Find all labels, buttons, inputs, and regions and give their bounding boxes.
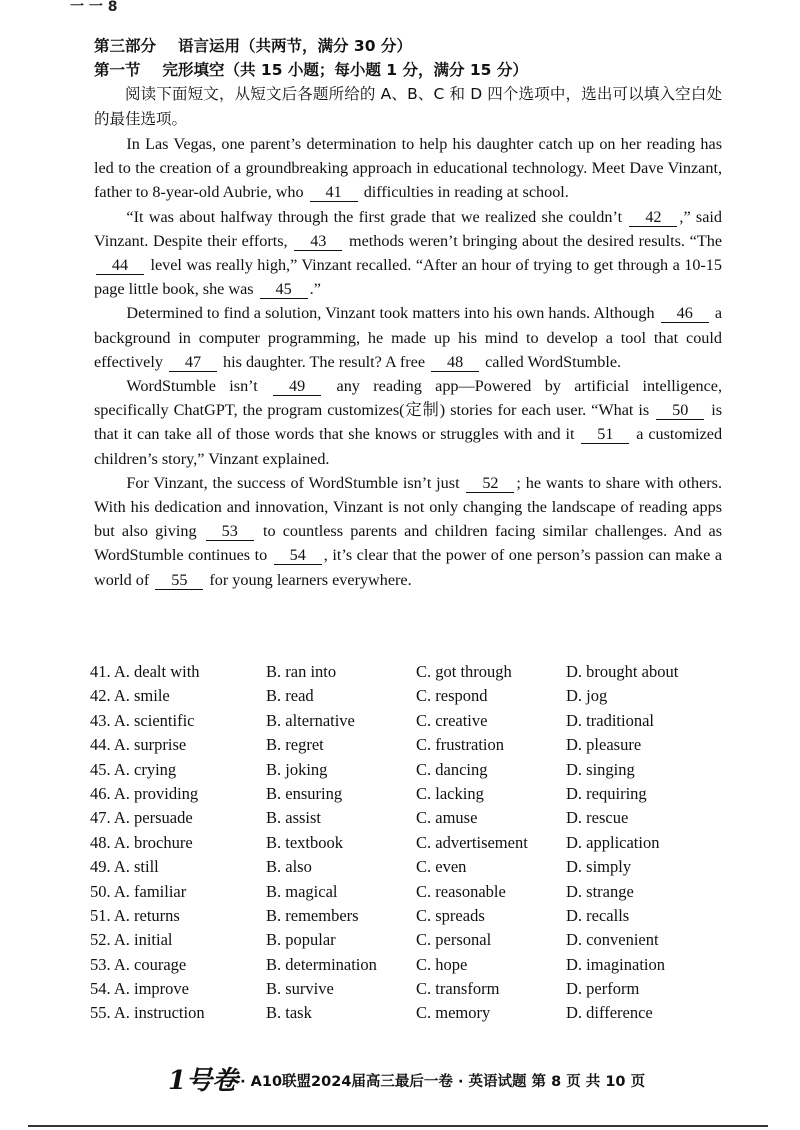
option-d: D. strange — [566, 881, 634, 901]
option-a: 52. A. initial — [90, 930, 173, 950]
option-b: B. textbook — [266, 832, 343, 852]
passage-text: ,” said Vinzant. Despite their efforts, — [94, 207, 723, 250]
option-a: 41. A. dealt with — [90, 662, 200, 681]
blank-50: 50 — [656, 401, 704, 420]
option-row — [90, 709, 730, 733]
option-c: C. dancing — [416, 759, 488, 779]
section-title: 语言运用（共两节，满分 30 分） — [178, 37, 412, 55]
option-row — [90, 758, 730, 782]
option-c: C. transform — [416, 979, 500, 999]
subsection-title: 完形填空（共 15 小题；每小题 1 分，满分 15 分） — [162, 61, 528, 79]
option-b: B. regret — [266, 735, 324, 755]
option-d: D. difference — [566, 1003, 653, 1023]
option-a: 44. A. surprise — [90, 735, 187, 755]
blank-49: 49 — [273, 377, 321, 396]
option-a: 46. A. providing — [90, 783, 199, 803]
passage-text: In Las Vegas, one parent’s determination to help his daughter catch up on her reading has led to the creation of a groundbreaking approach in educational technology. Meet Dave Vinzant, father to 8-year-old Aubrie, who — [94, 135, 722, 202]
option-row — [90, 1001, 730, 1025]
blank-42: 42 — [629, 208, 677, 227]
exam-logo: 1号卷 — [168, 1066, 239, 1096]
option-d: D. pleasure — [566, 735, 642, 755]
option-c: C. even — [416, 857, 467, 877]
blank-43: 43 — [294, 232, 342, 251]
option-d: D. imagination — [566, 954, 665, 974]
passage-text: difficulties in reading at school. — [363, 183, 569, 202]
option-b: B. magical — [266, 881, 338, 901]
option-c: C. amuse — [416, 808, 478, 828]
option-a: 51. A. returns — [90, 905, 180, 925]
blank-55: 55 — [155, 571, 203, 590]
passage-text: WordStumble isn’t — [126, 377, 258, 396]
instructions: 阅读下面短文，从短文后各题所给的 A、B、C 和 D 四个选项中，选出可以填入空白处的最佳选项。 — [94, 85, 722, 128]
section-header — [94, 34, 722, 58]
option-a: 45. A. crying — [90, 759, 177, 779]
passage-text: Determined to find a solution, Vinzant took matters into his own hands. Although — [126, 304, 655, 323]
option-a: 48. A. brochure — [90, 832, 193, 852]
page-top-mark: 一 一 8 — [70, 0, 118, 15]
option-row — [90, 660, 730, 684]
passage-text: a background in computer programming, he made up his mind to develop a tool that could effectively — [94, 304, 722, 371]
passage-paragraph-1 — [94, 132, 722, 205]
option-a: 55. A. instruction — [90, 1003, 205, 1023]
option-d: D. brought about — [566, 662, 679, 681]
option-row — [90, 733, 730, 757]
passage-text: , it’s clear that the power of one person’s passion can make a world of — [94, 546, 723, 589]
footer-text: · A10联盟2024届高三最后一卷 · 英语试题 第 8 页 共 10 页 — [240, 1074, 646, 1090]
option-row — [90, 684, 730, 708]
option-c: C. lacking — [416, 783, 484, 803]
option-row — [90, 953, 730, 977]
option-c: C. hope — [416, 954, 468, 974]
bottom-divider — [28, 1125, 768, 1127]
option-row — [90, 977, 730, 1001]
blank-48: 48 — [431, 353, 479, 372]
option-row — [90, 928, 730, 952]
option-d: D. recalls — [566, 905, 630, 925]
option-c: C. got through — [416, 662, 512, 681]
option-d: D. rescue — [566, 808, 629, 828]
option-d: D. jog — [566, 686, 608, 706]
passage-text: his daughter. The result? A free — [223, 352, 426, 371]
blank-47: 47 — [169, 353, 217, 372]
option-row — [90, 904, 730, 928]
option-b: B. assist — [266, 808, 322, 828]
option-c: C. spreads — [416, 905, 485, 925]
option-row — [90, 831, 730, 855]
passage-text: For Vinzant, the success of WordStumble isn’t just — [126, 473, 460, 492]
option-c: C. personal — [416, 930, 492, 950]
option-b: B. popular — [266, 930, 336, 950]
passage-text: is that it can take all of those words that she knows or struggles with and it — [94, 401, 723, 444]
blank-44: 44 — [96, 256, 144, 275]
option-c: C. advertisement — [416, 832, 528, 852]
option-b: B. task — [266, 1003, 312, 1023]
option-c: C. respond — [416, 686, 488, 706]
passage-text: ; he wants to share with others. With his dedication and innovation, Vinzant is not only changing the landscape of reading apps but also giving — [94, 473, 723, 541]
option-b: B. ensuring — [266, 783, 343, 803]
passage-text: “It was about halfway through the first grade that we realized she couldn’t — [126, 207, 623, 226]
option-b: B. read — [266, 686, 314, 706]
option-d: D. simply — [566, 857, 632, 877]
blank-46: 46 — [661, 304, 709, 323]
option-d: D. traditional — [566, 710, 654, 730]
blank-53: 53 — [206, 522, 254, 541]
passage-paragraph-3 — [94, 301, 722, 374]
passage-text: methods weren’t bringing about the desired results. “The — [349, 231, 723, 250]
option-row — [90, 806, 730, 830]
passage-text: .” — [309, 280, 321, 299]
cloze-section — [94, 34, 722, 592]
blank-45: 45 — [260, 280, 308, 299]
passage-text: for young learners everywhere. — [209, 570, 412, 589]
subsection-part: 第一节 — [94, 61, 141, 79]
passage-text: to countless parents and children facing similar challenges. And as WordStumble continues to — [94, 522, 722, 565]
option-a: 50. A. familiar — [90, 881, 187, 901]
option-b: B. alternative — [266, 710, 355, 730]
option-a: 54. A. improve — [90, 979, 189, 999]
option-b: B. survive — [266, 979, 334, 999]
option-d: D. convenient — [566, 930, 659, 950]
option-b: B. ran into — [266, 662, 337, 681]
option-c: C. frustration — [416, 735, 504, 755]
option-row — [90, 855, 730, 879]
blank-54: 54 — [274, 546, 322, 565]
passage-paragraph-2 — [94, 205, 722, 302]
option-c: C. memory — [416, 1003, 491, 1023]
subsection-header — [94, 58, 722, 82]
passage-text: level was really high,” Vinzant recalled. “After an hour of trying to get through a 10-15 page little book, she was — [94, 256, 722, 299]
option-d: D. application — [566, 832, 660, 852]
option-b: B. remembers — [266, 905, 359, 925]
option-row — [90, 782, 730, 806]
page-footer — [168, 1068, 708, 1095]
option-b: B. joking — [266, 759, 328, 779]
option-d: D. singing — [566, 759, 635, 779]
option-a: 42. A. smile — [90, 686, 170, 706]
passage-text: called WordStumble. — [485, 352, 622, 371]
answer-options — [90, 660, 730, 1026]
option-a: 47. A. persuade — [90, 808, 193, 828]
passage-text: any reading app—Powered by artificial intelligence, specifically ChatGPT, the program customizes(定制) stories for each user. “What is — [94, 377, 723, 420]
blank-51: 51 — [581, 425, 629, 444]
option-d: D. perform — [566, 979, 640, 999]
option-b: B. also — [266, 857, 312, 877]
option-c: C. reasonable — [416, 881, 506, 901]
blank-52: 52 — [466, 474, 514, 493]
passage-paragraph-4 — [94, 374, 722, 471]
option-a: 43. A. scientific — [90, 710, 195, 730]
blank-41: 41 — [310, 183, 358, 202]
option-a: 49. A. still — [90, 857, 159, 877]
option-a: 53. A. courage — [90, 954, 187, 974]
passage-paragraph-5 — [94, 471, 722, 592]
section-part: 第三部分 — [94, 37, 157, 55]
passage-text: a customized children’s story,” Vinzant explained. — [94, 425, 723, 468]
option-c: C. creative — [416, 710, 488, 730]
option-row — [90, 880, 730, 904]
option-d: D. requiring — [566, 783, 647, 803]
option-b: B. determination — [266, 954, 377, 974]
